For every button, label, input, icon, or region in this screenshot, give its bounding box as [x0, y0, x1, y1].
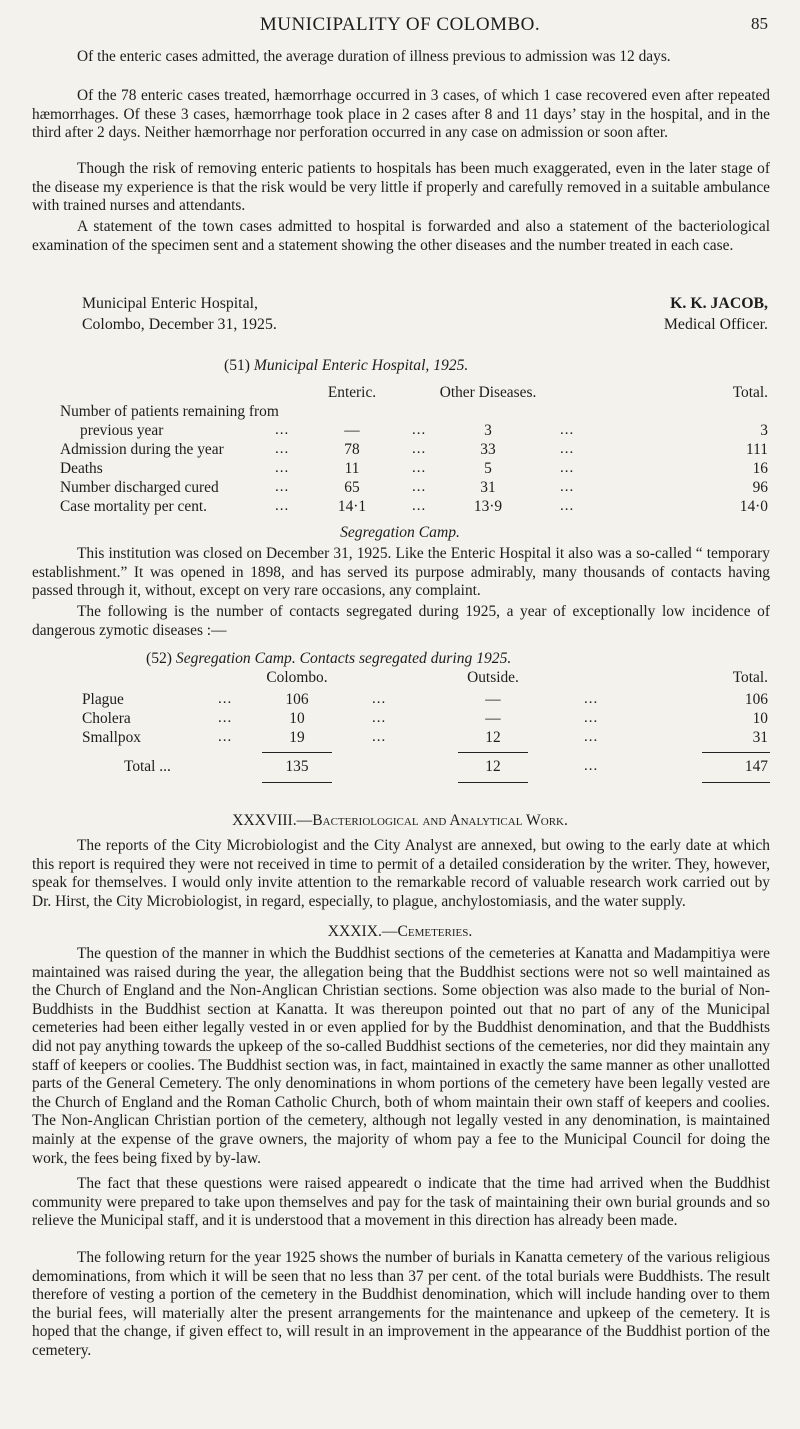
table51-cell: 14·0	[739, 498, 768, 515]
table51-cell: 14·1	[337, 498, 367, 515]
table51-title	[224, 357, 468, 375]
table52-col-header: Outside.	[467, 669, 519, 686]
table51-cell: 31	[480, 479, 496, 496]
dot-leader: ...	[560, 441, 575, 457]
signature-name: K. K. JACOB,	[670, 295, 768, 312]
dot-leader: ...	[275, 479, 290, 495]
table52-number: (52)	[146, 650, 172, 667]
table51-cell: 33	[480, 441, 496, 458]
table51-row-label: Deaths	[60, 460, 103, 477]
table52-cell: 106	[744, 691, 768, 708]
table51-row-label: Case mortality per cent.	[60, 498, 208, 515]
table52-cell: 10	[289, 710, 305, 727]
dot-leader: ...	[560, 479, 575, 495]
section-heading: Segregation Camp.	[340, 524, 460, 541]
table51-row-label: Number discharged cured	[60, 479, 219, 496]
table52-total-cell: 147	[744, 758, 768, 775]
table52-title	[146, 650, 511, 668]
table52-cell: —	[485, 691, 501, 708]
table51-row-label: Admission during the year	[60, 441, 224, 458]
table51-cell: 96	[752, 479, 768, 496]
paragraph: Though the risk of removing enteric patients to hospitals has been much exaggerated, even in the later stage of the disease my experience is that the risk would be very little if properly and carefully removed in a suitable ambulance with trained nurses and attendants.	[32, 160, 770, 215]
section-heading: XXXIX.—Cemeteries.	[327, 923, 473, 940]
table52-row-label: Plague	[82, 691, 124, 708]
dot-leader: ...	[412, 498, 427, 514]
dot-leader: ...	[584, 758, 599, 774]
table52-total-label: Total ...	[124, 758, 171, 775]
table52-col-header: Total.	[732, 669, 768, 686]
paragraph: Of the 78 enteric cases treated, hæmorrhage occurred in 3 cases, of which 1 case recovered even after repeated hæmorrhages. Of these 3 cases, hæmorrhage took place in 2 cases after 8 and 11 days’ stay in the hospital, and in the third after 2 days. Neither hæmorrhage nor perforation occurred in any case on admission or soon after.	[32, 87, 770, 142]
page-header: MUNICIPALITY OF COLOMBO.	[259, 14, 541, 35]
table51-caption: Municipal Enteric Hospital, 1925.	[253, 357, 469, 374]
total-rule	[262, 752, 332, 753]
table51-cell: 65	[344, 479, 360, 496]
page-number: 85	[751, 14, 768, 33]
table51-cell: 11	[344, 460, 360, 477]
table52-col-header: Colombo.	[266, 669, 328, 686]
signature-place: Municipal Enteric Hospital,	[82, 295, 258, 312]
table52-cell: 10	[752, 710, 768, 727]
total-rule	[458, 782, 528, 783]
dot-leader: ...	[275, 498, 290, 514]
paragraph: The following return for the year 1925 shows the number of burials in Kanatta cemetery of the various religious demominations, from which it will be seen that no less than 37 per cent. of the total burials were Buddhists. The result therefore of vesting a portion of the cemetery in the Buddhist denomination, which will include handing over to them the burial fees, will materially alter the present arrangements for the maintenance and upkeep of the cemetery. It is hoped that the change, if given effect to, will result in an improvement in the appearance of the Buddhist portion of the cemetery.	[32, 1249, 770, 1359]
dot-leader: ...	[275, 422, 290, 438]
dot-leader: ...	[560, 422, 575, 438]
paragraph: The reports of the City Microbiologist and the City Analyst are annexed, but owing to the early date at which this report is required they were not received in time to permit of a detailed consideration by the writer. They, however, speak for themselves. I would only invite attention to the remarkable record of valuable research work carried out by Dr. Hirst, the City Microbiologist, in regard, especially, to plague, anchylostomiasis, and the water supply.	[32, 837, 770, 910]
dot-leader: ...	[560, 498, 575, 514]
dot-leader: ...	[218, 691, 233, 707]
dot-leader: ...	[372, 710, 387, 726]
paragraph: The question of the manner in which the Buddhist sections of the cemeteries at Kanatta and Madampitiya were maintained was raised during the year, the allegation being that the Buddhist sections were not so well maintained as the Church of England and the Non-Anglican Christian sections. Some objection was also made to the burial of Non-Buddhists in the Buddhist section at Kanatta. It was thereupon pointed out that no part of any of the Municipal cemeteries had been either legally vested in or even applied for by the Buddhist denomination, and that the Buddhists did not pay anything towards the upkeep of the so-called Buddhist sections of the cemeteries, nor did they maintain any staff of keepers or coolies. The Buddhist section was, in fact, maintained in exactly the same manner as other unallotted parts of the General Cemetery. The only denominations in whom portions of the cemetery have been legally vested are the Church of England and the Roman Catholic Church, both of whom maintain their own staff of keepers and coolies. The Non-Anglican Christian portion of the cemetery, although not legally vested in any denomination, is maintained mainly at the expense of the grave owners, the majority of whom pay a fee to the Municipal Council for doing the work, the fees being fixed by by-law.	[32, 945, 770, 1167]
dot-leader: ...	[412, 422, 427, 438]
table51-row-label: Number of patients remaining from	[60, 403, 279, 420]
dot-leader: ...	[412, 460, 427, 476]
dot-leader: ...	[584, 691, 599, 707]
dot-leader: ...	[372, 729, 387, 745]
dot-leader: ...	[275, 460, 290, 476]
total-rule	[702, 752, 770, 753]
dot-leader: ...	[412, 441, 427, 457]
table52-cell: 31	[752, 729, 768, 746]
table51-cell: 78	[344, 441, 360, 458]
table52-total-cell: 12	[485, 758, 501, 775]
signature-role: Medical Officer.	[663, 316, 768, 333]
paragraph: This institution was closed on December 31, 1925. Like the Enteric Hospital it also was a so-called “ temporary establishment.” It was opened in 1898, and has served its purpose admirably, many thousands of contacts having passed through it, without, except on very rare occasions, any complaint.	[32, 545, 770, 600]
table51-col-header: Other Diseases.	[439, 384, 537, 401]
table52-caption: Segregation Camp. Contacts segregated during 1925.	[175, 650, 512, 667]
paragraph: The fact that these questions were raised appearedt o indicate that the time had arrived when the Buddhist community were prepared to take upon themselves and pay for the task of maintaining their own burial grounds and so relieve the Municipal staff, and it is understood that a movement in this direction has already been made.	[32, 1175, 770, 1230]
dot-leader: ...	[218, 729, 233, 745]
table51-cell: —	[344, 422, 360, 439]
table52-cell: 19	[289, 729, 305, 746]
total-rule	[702, 782, 770, 783]
table51-col-header: Total.	[732, 384, 768, 401]
table51-col-header: Enteric.	[327, 384, 377, 401]
table51-number: (51)	[224, 357, 250, 374]
table52-cell: 106	[285, 691, 309, 708]
table52-cell: —	[485, 710, 501, 727]
table51-cell: 5	[484, 460, 492, 477]
table51-cell: 3	[760, 422, 768, 439]
total-rule	[458, 752, 528, 753]
table51-cell: 13·9	[473, 498, 503, 515]
dot-leader: ...	[218, 710, 233, 726]
table52-row-label: Smallpox	[82, 729, 141, 746]
table52-row-label: Cholera	[82, 710, 131, 727]
table52-cell: 12	[485, 729, 501, 746]
dot-leader: ...	[584, 729, 599, 745]
table51-cell: 3	[484, 422, 492, 439]
signature-date: Colombo, December 31, 1925.	[82, 316, 277, 333]
dot-leader: ...	[275, 441, 290, 457]
table51-cell: 111	[746, 441, 768, 458]
dot-leader: ...	[412, 479, 427, 495]
paragraph: The following is the number of contacts segregated during 1925, a year of exceptionally low incidence of dangerous zymotic diseases :—	[32, 603, 770, 639]
total-rule	[262, 782, 332, 783]
table51-row-label: previous year	[80, 422, 164, 439]
dot-leader: ...	[372, 691, 387, 707]
paragraph: A statement of the town cases admitted to hospital is forwarded and also a statement of the bacteriological examination of the specimen sent and a statement showing the other diseases and the number treated in each case.	[32, 218, 770, 254]
dot-leader: ...	[584, 710, 599, 726]
table51-cell: 16	[752, 460, 768, 477]
section-heading: XXXVIII.—Bacteriological and Analytical Work.	[232, 812, 568, 829]
dot-leader: ...	[560, 460, 575, 476]
paragraph: Of the enteric cases admitted, the average duration of illness previous to admission was 12 days.	[77, 48, 671, 65]
table52-total-cell: 135	[285, 758, 309, 775]
